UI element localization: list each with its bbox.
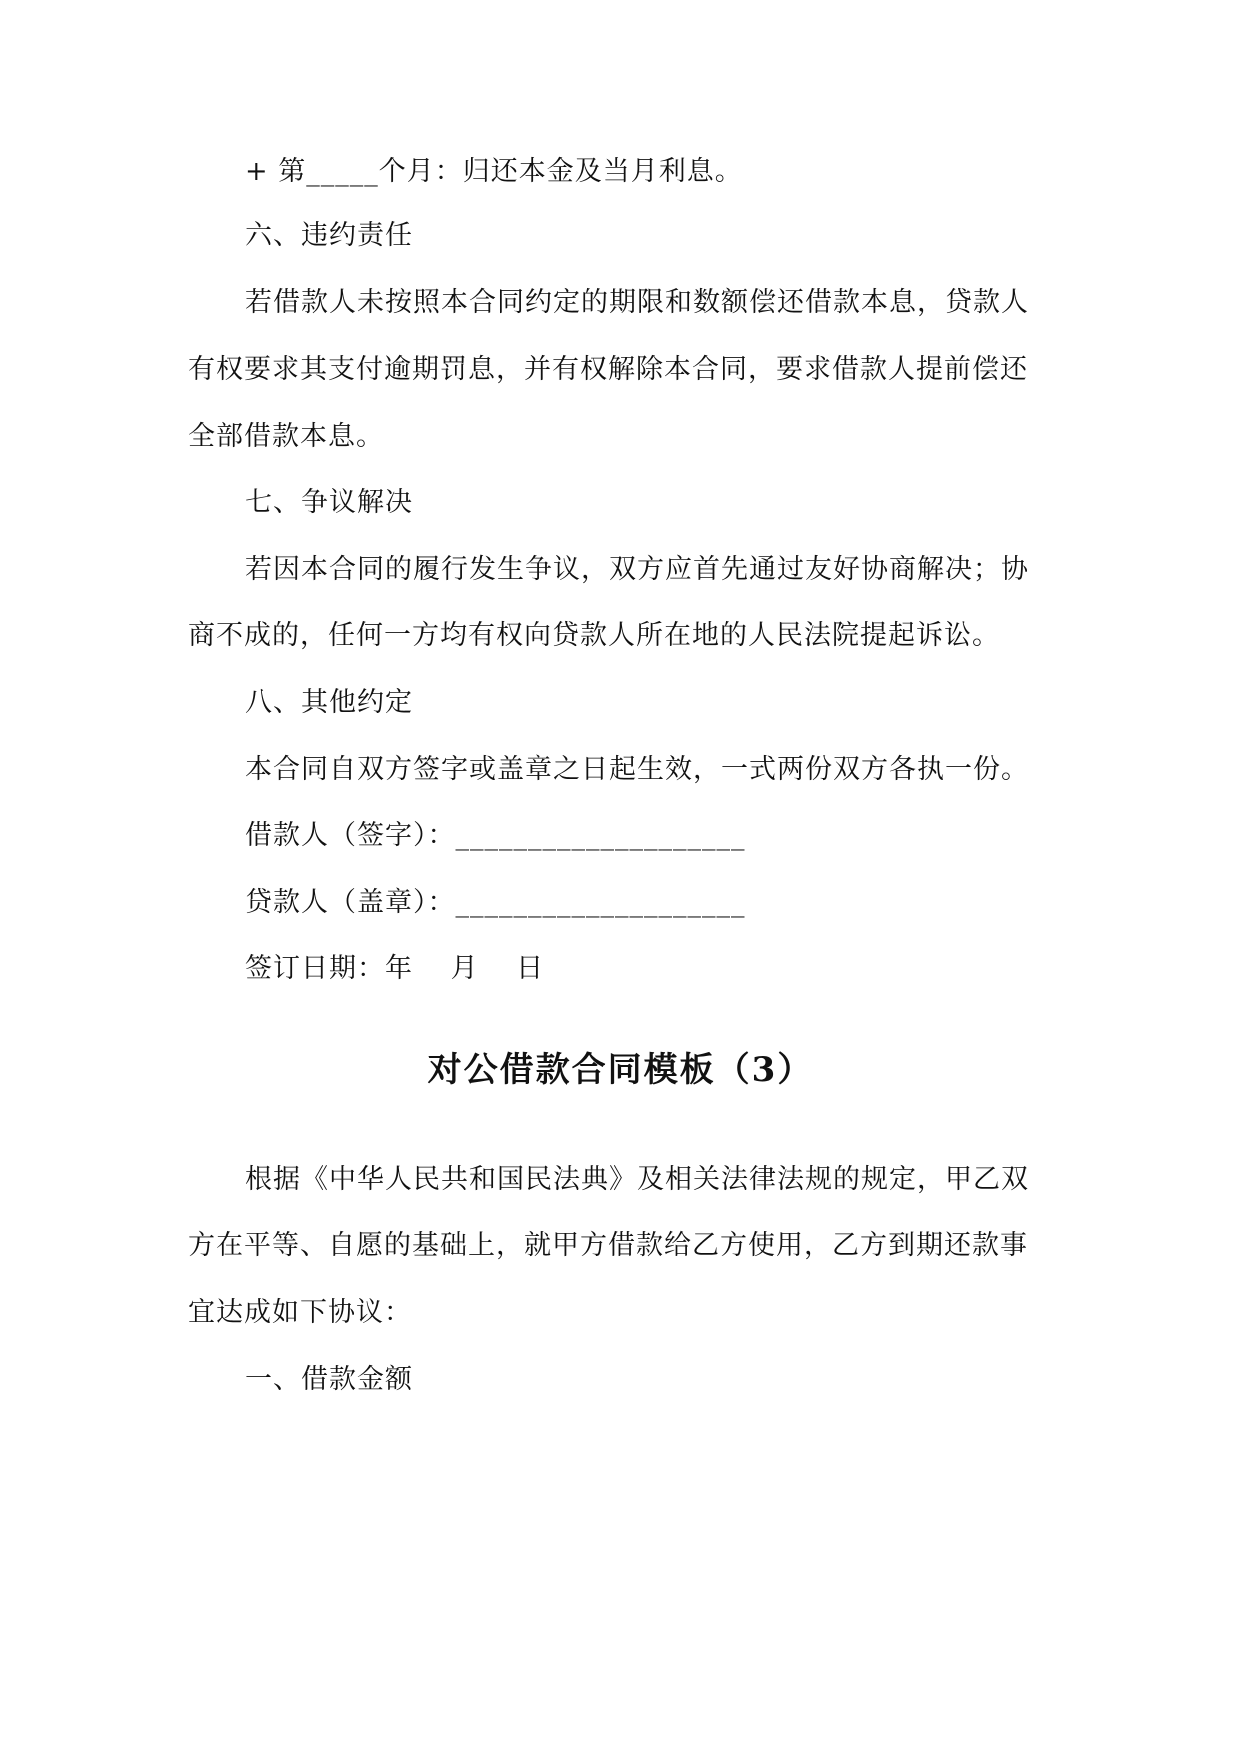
paragraph-line: 根据《中华人民共和国民法典》及相关法律法规的规定，甲乙双 bbox=[245, 1164, 1029, 1195]
repayment-installment-line: + 第_____个月：归还本金及当月利息。 bbox=[245, 156, 743, 187]
paragraph-line: 商不成的，任何一方均有权向贷款人所在地的人民法院提起诉讼。 bbox=[188, 620, 1000, 651]
lender-seal-line: 贷款人（盖章）：____________________ bbox=[245, 887, 746, 918]
section-heading-other-terms: 八、其他约定 bbox=[245, 687, 413, 718]
paragraph-line: 有权要求其支付逾期罚息，并有权解除本合同，要求借款人提前偿还 bbox=[188, 354, 1028, 385]
paragraph-line: 全部借款本息。 bbox=[188, 421, 384, 452]
paragraph-line: 若借款人未按照本合同约定的期限和数额偿还借款本息，贷款人 bbox=[245, 287, 1029, 318]
paragraph-line: 本合同自双方签字或盖章之日起生效，一式两份双方各执一份。 bbox=[245, 754, 1029, 785]
borrower-signature-line: 借款人（签字）：____________________ bbox=[245, 820, 746, 851]
section-heading-default-liability: 六、违约责任 bbox=[245, 220, 413, 251]
paragraph-line: 若因本合同的履行发生争议，双方应首先通过友好协商解决；协 bbox=[245, 554, 1029, 585]
document-title: 对公借款合同模板（3） bbox=[427, 1050, 814, 1090]
section-heading-loan-amount: 一、借款金额 bbox=[245, 1364, 413, 1395]
signing-date-line: 签订日期：年 月 日 bbox=[245, 953, 545, 984]
paragraph-line: 宜达成如下协议： bbox=[188, 1297, 412, 1328]
section-heading-dispute-resolution: 七、争议解决 bbox=[245, 487, 413, 518]
paragraph-line: 方在平等、自愿的基础上，就甲方借款给乙方使用，乙方到期还款事 bbox=[188, 1230, 1028, 1261]
